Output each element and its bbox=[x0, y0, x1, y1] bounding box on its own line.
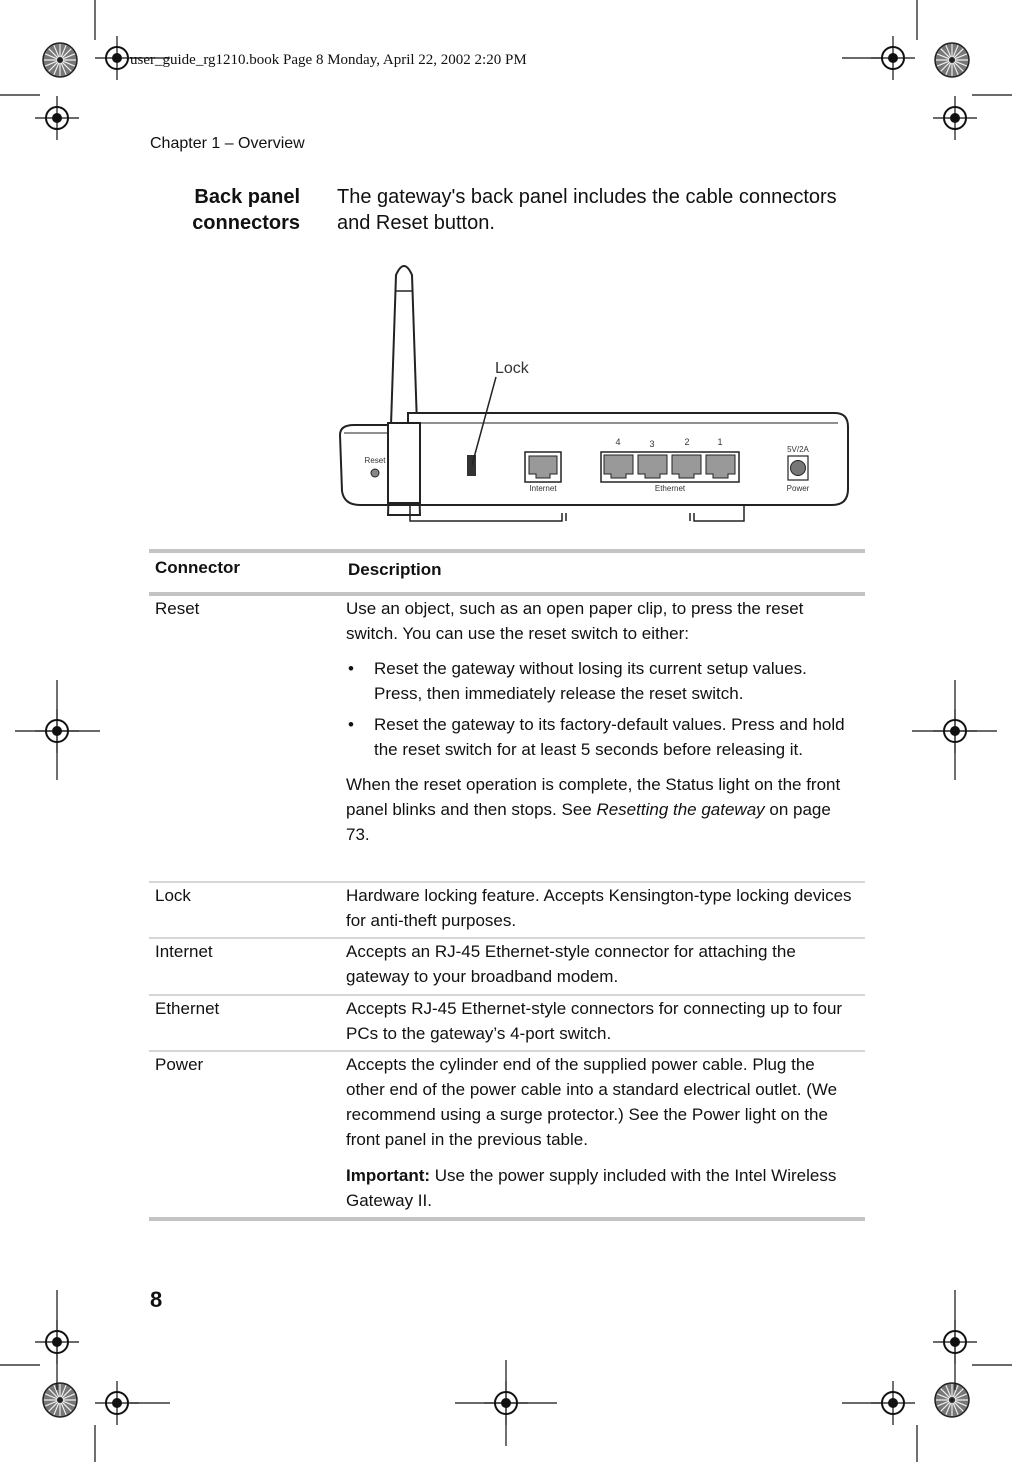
lock-callout: Lock bbox=[495, 360, 529, 377]
reset-button-icon bbox=[371, 469, 379, 477]
star-target-icon bbox=[43, 43, 77, 77]
section-title bbox=[140, 184, 300, 236]
row-ethernet-description: Accepts RJ-45 Ethernet-style connectors for connecting up to four PCs to the gateway’s 4-port switch. bbox=[346, 999, 843, 1043]
power-label: Power bbox=[786, 484, 810, 493]
column-header-description: Description bbox=[348, 560, 442, 579]
back-panel-figure bbox=[330, 255, 860, 525]
row-reset-name: Reset bbox=[155, 599, 200, 618]
power-rating-label: 5V/2A bbox=[787, 445, 809, 454]
port-number-3: 3 bbox=[649, 439, 655, 449]
reset-label: Reset bbox=[364, 456, 386, 465]
table-bottom-rule bbox=[149, 1217, 865, 1221]
list-item: • Reset the gateway without losing its current setup values. Press, then immediately release the reset switch. bbox=[346, 656, 858, 706]
bullet-icon: • bbox=[348, 715, 354, 734]
section-title-line-1: Back panel bbox=[194, 186, 300, 208]
port-number-1: 1 bbox=[717, 437, 723, 447]
table-top-rule bbox=[149, 549, 865, 553]
star-target-icon bbox=[43, 1383, 77, 1417]
column-header-connector: Connector bbox=[155, 558, 240, 577]
section-intro: The gateway's back panel includes the cable connectors and Reset button. bbox=[337, 186, 837, 234]
row-lock-name: Lock bbox=[155, 886, 191, 905]
row-lock-description: Hardware locking feature. Accepts Kensington-type locking devices for anti-theft purposes. bbox=[346, 886, 852, 930]
reset-completion-text: When the reset operation is complete, the Status light on the front panel blinks and then stops. See Resetting the gateway on page 73. bbox=[346, 775, 841, 844]
row-power-name: Power bbox=[155, 1055, 204, 1074]
bullet-icon: • bbox=[348, 659, 354, 678]
print-slug: user_guide_rg1210.book Page 8 Monday, April 22, 2002 2:20 PM bbox=[130, 52, 527, 68]
reset-intro-text: Use an object, such as an open paper clip, to press the reset switch. You can use the reset switch to either: bbox=[346, 599, 804, 643]
port-number-4: 4 bbox=[615, 437, 621, 447]
important-label: Important: bbox=[346, 1166, 431, 1185]
power-description-text: Accepts the cylinder end of the supplied power cable. Plug the other end of the power cable into a standard electrical outlet. (We recommend using a surge protector.) See the Power light on the front panel in the previous table. bbox=[346, 1055, 838, 1149]
power-important-note: Important: Use the power supply included with the Intel Wireless Gateway II. bbox=[346, 1166, 837, 1210]
ethernet-label: Ethernet bbox=[654, 484, 686, 493]
power-jack-icon bbox=[791, 461, 806, 476]
page-number: 8 bbox=[150, 1287, 163, 1312]
row-internet-name: Internet bbox=[155, 942, 213, 961]
row-ethernet-name: Ethernet bbox=[155, 999, 220, 1018]
row-internet-description: Accepts an RJ-45 Ethernet-style connector for attaching the gateway to your broadband modem. bbox=[346, 942, 796, 986]
star-target-icon bbox=[935, 1383, 969, 1417]
list-item: • Reset the gateway to its factory-default values. Press and hold the reset switch for at least 5 seconds before releasing it. bbox=[346, 712, 858, 762]
row-reset-description bbox=[346, 596, 858, 847]
star-target-icon bbox=[935, 43, 969, 77]
internet-label: Internet bbox=[529, 484, 557, 493]
lock-slot-icon bbox=[467, 455, 476, 476]
row-power-description bbox=[346, 1052, 858, 1213]
cross-reference-link[interactable]: Resetting the gateway bbox=[596, 800, 765, 819]
section-title-line-2: connectors bbox=[192, 212, 300, 234]
port-number-2: 2 bbox=[684, 437, 690, 447]
running-header: Chapter 1 – Overview bbox=[150, 135, 305, 152]
